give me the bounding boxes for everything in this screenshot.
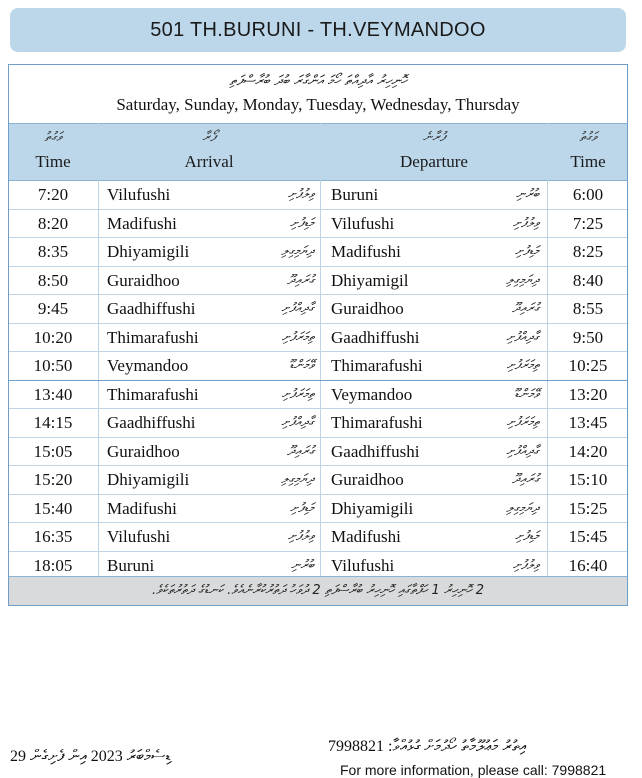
departure-stop-dhivehi: ދިޔަމިގިލި	[506, 272, 539, 288]
arrival-time: 18:05	[33, 555, 73, 575]
departure-time: 15:10	[568, 470, 608, 489]
arrival-stop: Madifushi	[107, 498, 177, 518]
table-row	[9, 495, 627, 524]
arrival-stop-dhivehi: ދިޔަމިގިލި	[281, 472, 314, 487]
arrival-time: 15:20	[33, 470, 73, 489]
departure-stop-dhivehi: ގުރައިދޫ	[512, 472, 539, 487]
departure-stop: Dhiyamigil	[331, 270, 409, 290]
arrival-time: 13:40	[33, 384, 73, 404]
table-row	[9, 381, 627, 410]
header-time-left-en: Time	[35, 152, 71, 171]
arrival-stop-dhivehi: ތިމަރަފުށި	[281, 386, 314, 402]
arrival-stop-dhivehi: މަޑިފުށި	[290, 215, 314, 231]
arrival-stop-dhivehi: ތިމަރަފުށި	[281, 329, 314, 345]
header-time-right-dv: ވަގުތު	[579, 130, 597, 145]
table-row	[9, 523, 627, 552]
table-row	[9, 438, 627, 467]
departure-stop-dhivehi: ގާދިއްފުށި	[506, 443, 539, 459]
departure-time: 13:20	[568, 384, 608, 404]
departure-stop-dhivehi: ވިލުފުށި	[512, 557, 539, 573]
departure-time: 15:45	[568, 527, 608, 546]
arrival-stop: Dhiyamigili	[107, 242, 190, 261]
arrival-time: 10:50	[33, 356, 73, 375]
table-header	[9, 123, 627, 181]
arrival-time: 8:20	[37, 213, 69, 233]
header-departure	[321, 124, 547, 180]
table-row	[9, 466, 627, 495]
arrival-stop: Guraidhoo	[107, 441, 180, 461]
departure-time: 10:25	[568, 356, 608, 375]
table-row	[9, 210, 627, 239]
departure-time: 14:20	[568, 441, 608, 461]
departure-time: 16:40	[568, 555, 608, 575]
departure-stop: Madifushi	[331, 242, 401, 261]
arrival-stop: Veymandoo	[107, 356, 189, 375]
departure-time: 8:55	[572, 299, 604, 318]
departure-stop: Thimarafushi	[331, 356, 423, 375]
arrival-stop: Thimarafushi	[107, 327, 199, 347]
contact-dhivehi: 7998821 :އިތުރު މަޢުލޫމާތު ހޯދުމަށް ގުޅުއްވާ	[328, 738, 527, 755]
arrival-stop-dhivehi: ވޭމަންޑޫ	[289, 358, 314, 373]
departure-stop-dhivehi: ތިމަރަފުށި	[506, 358, 539, 373]
header-arrival-en: Arrival	[184, 152, 234, 171]
departure-stop: Madifushi	[331, 527, 401, 546]
departure-time: 8:25	[572, 242, 604, 261]
effective-date: 29 ޑިސެމްބަރު 2023 އިން ފެށިގެން	[10, 748, 171, 765]
arrival-stop-dhivehi: ދިޔަމިގިލި	[281, 244, 314, 259]
arrival-stop: Dhiyamigili	[107, 470, 190, 489]
header-time-right	[549, 124, 627, 180]
departure-stop: Guraidhoo	[331, 299, 404, 318]
table-row	[9, 181, 627, 210]
table-row	[9, 238, 627, 267]
departure-stop-dhivehi: ބުރުނި	[516, 187, 539, 202]
table-row	[9, 295, 627, 324]
departure-stop-dhivehi: ވޭމަންޑޫ	[514, 386, 539, 402]
departure-stop: Guraidhoo	[331, 470, 404, 489]
departure-stop-dhivehi: ތިމަރަފުށި	[506, 415, 539, 430]
departure-stop: Vilufushi	[331, 555, 395, 575]
table-row	[9, 267, 627, 296]
table-row	[9, 409, 627, 438]
header-departure-en: Departure	[400, 152, 468, 171]
days-dhivehi: ހޮނިހިރު އާދިއްތަ ހޯމަ އަންގާރަ ބުދަ ބުރާސްފަތި	[229, 73, 407, 89]
departure-stop: Thimarafushi	[331, 413, 423, 432]
arrival-time: 15:40	[33, 498, 73, 518]
arrival-stop-dhivehi: މަޑިފުށި	[290, 500, 314, 516]
arrival-stop-dhivehi: ގާދިއްފުށި	[281, 415, 314, 430]
arrival-time: 7:20	[37, 185, 69, 204]
contact-english: For more information, please call: 7998821	[340, 762, 607, 778]
days-english: Saturday, Sunday, Monday, Tuesday, Wednesday, Thursday	[116, 95, 520, 114]
arrival-stop-dhivehi: ވިލުފުށި	[287, 529, 314, 544]
departure-stop: Buruni	[331, 185, 379, 204]
timetable-frame	[8, 64, 628, 606]
departure-stop: Gaadhiffushi	[331, 327, 420, 347]
arrival-stop: Gaadhiffushi	[107, 413, 196, 432]
departure-time: 7:25	[572, 213, 604, 233]
arrival-time: 8:35	[37, 242, 69, 261]
header-time-left	[9, 124, 97, 180]
header-time-right-en: Time	[570, 152, 606, 171]
departure-stop-dhivehi: ދިޔަމިގިލި	[506, 500, 539, 516]
header-time-left-dv: ވަގުތު	[44, 130, 62, 145]
arrival-stop: Thimarafushi	[107, 384, 199, 404]
departure-stop: Veymandoo	[331, 384, 413, 404]
arrival-stop-dhivehi: ވިލުފުށި	[287, 187, 314, 202]
arrival-stop: Buruni	[107, 555, 155, 575]
footer-note: 2 ހޮނިހިރު 1 ހަފްތާގައި ހޮނިހިރު ބުރާސްފަތި 2 ދުވަހު ދަތުރުކުރާނެއެވެ. ކަނޑުގެ ދަތުރުތަކެވެ.	[9, 576, 627, 605]
timetable-rows	[9, 181, 627, 580]
departure-stop-dhivehi: ވިލުފުށި	[512, 215, 539, 231]
departure-stop-dhivehi: ގުރައިދޫ	[512, 301, 539, 316]
arrival-stop-dhivehi: ގުރައިދޫ	[287, 443, 314, 459]
departure-time: 9:50	[572, 327, 604, 347]
arrival-stop: Vilufushi	[107, 185, 171, 204]
departure-stop-dhivehi: މަޑިފުށި	[515, 244, 539, 259]
arrival-stop-dhivehi: ގާދިއްފުށި	[281, 301, 314, 316]
arrival-stop-dhivehi: ގުރައިދޫ	[287, 272, 314, 288]
arrival-time: 15:05	[33, 441, 73, 461]
arrival-time: 16:35	[33, 527, 73, 546]
route-title-bar	[10, 8, 626, 52]
arrival-stop: Vilufushi	[107, 527, 171, 546]
table-row	[9, 324, 627, 353]
arrival-time: 10:20	[33, 327, 73, 347]
departure-stop-dhivehi: ގާދިއްފުށި	[506, 329, 539, 345]
departure-stop: Gaadhiffushi	[331, 441, 420, 461]
departure-time: 15:25	[568, 498, 608, 518]
arrival-time: 8:50	[37, 270, 69, 290]
arrival-stop: Guraidhoo	[107, 270, 180, 290]
route-title: 501 TH.BURUNI - TH.VEYMANDOO	[150, 18, 486, 41]
arrival-time: 14:15	[33, 413, 73, 432]
departure-stop: Dhiyamigili	[331, 498, 414, 518]
arrival-time: 9:45	[37, 299, 69, 318]
arrival-stop: Madifushi	[107, 213, 177, 233]
departure-time: 8:40	[572, 270, 604, 290]
departure-time: 13:45	[568, 413, 608, 432]
arrival-stop: Gaadhiffushi	[107, 299, 196, 318]
table-row	[9, 352, 627, 381]
departure-time: 6:00	[572, 185, 604, 204]
arrival-stop-dhivehi: ބުރުނި	[291, 557, 314, 573]
departure-stop-dhivehi: މަޑިފުށި	[515, 529, 539, 544]
header-arrival	[99, 124, 319, 180]
header-departure-dv: ފުރާނެ	[422, 130, 446, 145]
header-arrival-dv: ފޯރާ	[202, 130, 216, 145]
departure-stop: Vilufushi	[331, 213, 395, 233]
